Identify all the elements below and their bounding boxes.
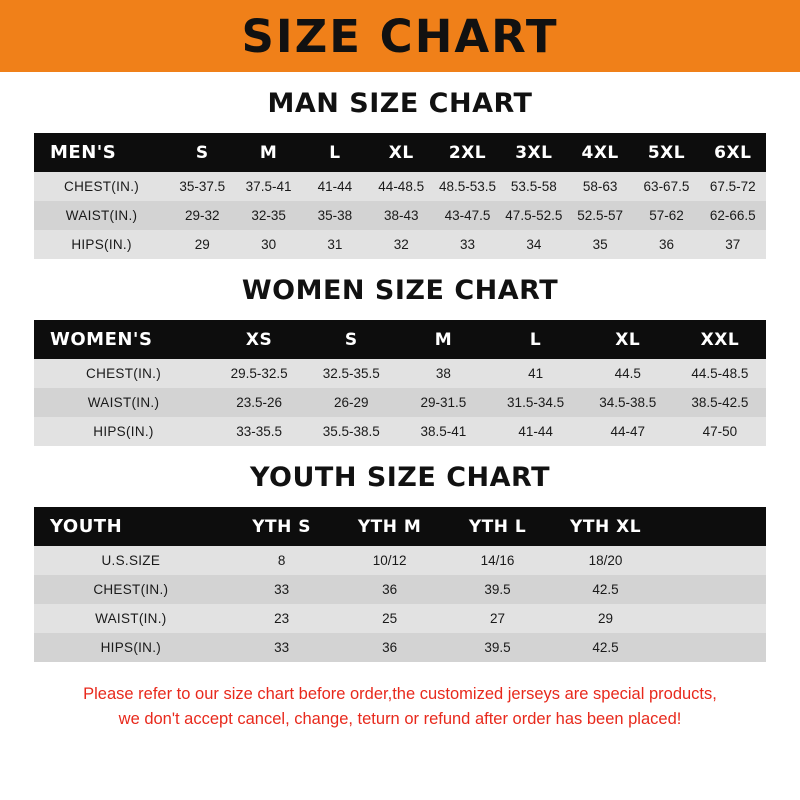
cell: 38.5-41 xyxy=(397,417,489,446)
cell: 44-48.5 xyxy=(368,172,434,201)
cell: 36 xyxy=(336,633,444,662)
row-label-chest: CHEST(IN.) xyxy=(34,172,169,201)
header-col-5xl: 5XL xyxy=(647,142,686,163)
cell: 47.5-52.5 xyxy=(501,201,567,230)
header-col-3xl: 3XL xyxy=(515,142,553,163)
header-col-xs: XS xyxy=(245,329,273,350)
table-row xyxy=(34,633,766,662)
cell: 44.5-48.5 xyxy=(674,359,766,388)
row-label-hips: HIPS(IN.) xyxy=(34,230,169,259)
row-label-hips: HIPS(IN.) xyxy=(34,417,213,446)
section-men xyxy=(34,88,766,259)
table-header-row xyxy=(34,320,766,359)
row-label-waist: WAIST(IN.) xyxy=(34,201,169,230)
section-women xyxy=(34,275,766,446)
cell: 47-50 xyxy=(674,417,766,446)
cell: 33 xyxy=(228,575,336,604)
cell: 41 xyxy=(490,359,582,388)
cell: 8 xyxy=(228,546,336,575)
page-banner xyxy=(0,0,800,72)
header-col-xl: XL xyxy=(388,142,414,163)
cell: 35 xyxy=(567,230,633,259)
cell: 29 xyxy=(552,604,660,633)
cell-spacer xyxy=(660,633,766,662)
header-col-spacer xyxy=(660,507,766,546)
cell: 36 xyxy=(633,230,699,259)
table-row xyxy=(34,201,766,230)
header-col-4xl: 4XL xyxy=(581,142,619,163)
row-label-us-size: U.S.SIZE xyxy=(34,546,228,575)
header-col-2xl: 2XL xyxy=(448,142,487,163)
header-col-s: S xyxy=(344,329,358,350)
header-rowlabel: WOMEN'S xyxy=(50,329,153,350)
notice-line-1: Please refer to our size chart before order,the customized jerseys are special products, xyxy=(83,685,717,703)
header-rowlabel: MEN'S xyxy=(50,142,117,163)
cell: 39.5 xyxy=(444,633,552,662)
header-col-m: M xyxy=(434,329,453,350)
cell: 34.5-38.5 xyxy=(582,388,674,417)
section-title-women: WOMEN SIZE CHART xyxy=(241,275,559,306)
cell: 52.5-57 xyxy=(567,201,633,230)
cell: 38-43 xyxy=(368,201,434,230)
cell: 23 xyxy=(228,604,336,633)
cell: 48.5-53.5 xyxy=(434,172,500,201)
cell: 35-37.5 xyxy=(169,172,235,201)
cell: 14/16 xyxy=(444,546,552,575)
cell: 53.5-58 xyxy=(501,172,567,201)
cell: 10/12 xyxy=(336,546,444,575)
cell: 30 xyxy=(235,230,301,259)
order-notice xyxy=(34,682,766,732)
header-col-xl: XL xyxy=(615,329,641,350)
cell: 44.5 xyxy=(582,359,674,388)
cell: 31.5-34.5 xyxy=(490,388,582,417)
cell: 39.5 xyxy=(444,575,552,604)
content-area xyxy=(0,88,800,732)
cell: 32 xyxy=(368,230,434,259)
row-label-chest: CHEST(IN.) xyxy=(34,359,213,388)
header-col-m: M xyxy=(259,142,278,163)
cell: 26-29 xyxy=(305,388,397,417)
header-col-l: L xyxy=(329,142,341,163)
cell: 67.5-72 xyxy=(700,172,766,201)
table-row xyxy=(34,575,766,604)
section-title-youth: YOUTH SIZE CHART xyxy=(249,462,551,493)
notice-line-2: we don't accept cancel, change, teturn or refund after order has been placed! xyxy=(118,709,682,728)
header-col-yth-s: YTH S xyxy=(252,516,312,537)
cell: 41-44 xyxy=(302,172,368,201)
row-label-hips: HIPS(IN.) xyxy=(34,633,228,662)
table-header-row xyxy=(34,133,766,172)
cell: 44-47 xyxy=(582,417,674,446)
cell-spacer xyxy=(660,575,766,604)
cell: 58-63 xyxy=(567,172,633,201)
table-row xyxy=(34,359,766,388)
table-header-row xyxy=(34,507,766,546)
cell: 57-62 xyxy=(633,201,699,230)
cell: 42.5 xyxy=(552,633,660,662)
cell: 36 xyxy=(336,575,444,604)
page-title: SIZE CHART xyxy=(241,9,559,63)
section-youth xyxy=(34,462,766,662)
cell: 29-31.5 xyxy=(397,388,489,417)
cell: 32-35 xyxy=(235,201,301,230)
cell: 37 xyxy=(700,230,766,259)
cell: 33 xyxy=(228,633,336,662)
header-rowlabel: YOUTH xyxy=(50,516,123,537)
cell: 38 xyxy=(397,359,489,388)
cell: 62-66.5 xyxy=(700,201,766,230)
row-label-chest: CHEST(IN.) xyxy=(34,575,228,604)
header-col-yth-l: YTH L xyxy=(468,516,527,537)
cell: 35-38 xyxy=(302,201,368,230)
cell: 31 xyxy=(302,230,368,259)
cell: 29.5-32.5 xyxy=(213,359,305,388)
cell: 33-35.5 xyxy=(213,417,305,446)
cell: 29-32 xyxy=(169,201,235,230)
header-col-s: S xyxy=(195,142,209,163)
cell: 23.5-26 xyxy=(213,388,305,417)
cell: 63-67.5 xyxy=(633,172,699,201)
table-row xyxy=(34,230,766,259)
section-title-men: MAN SIZE CHART xyxy=(267,88,533,119)
header-col-xxl: XXL xyxy=(700,329,740,350)
cell: 25 xyxy=(336,604,444,633)
cell: 33 xyxy=(434,230,500,259)
youth-size-table xyxy=(34,507,766,662)
cell: 27 xyxy=(444,604,552,633)
cell: 41-44 xyxy=(490,417,582,446)
cell: 35.5-38.5 xyxy=(305,417,397,446)
table-row xyxy=(34,546,766,575)
table-row xyxy=(34,417,766,446)
cell: 37.5-41 xyxy=(235,172,301,201)
table-row xyxy=(34,604,766,633)
header-col-6xl: 6XL xyxy=(714,142,752,163)
cell: 29 xyxy=(169,230,235,259)
cell-spacer xyxy=(660,604,766,633)
men-size-table xyxy=(34,133,766,259)
table-row xyxy=(34,388,766,417)
women-size-table xyxy=(34,320,766,446)
cell: 43-47.5 xyxy=(434,201,500,230)
table-row xyxy=(34,172,766,201)
cell: 42.5 xyxy=(552,575,660,604)
cell-spacer xyxy=(660,546,766,575)
cell: 18/20 xyxy=(552,546,660,575)
header-col-yth-m: YTH M xyxy=(357,516,422,537)
header-col-yth-xl: YTH XL xyxy=(570,516,642,537)
cell: 38.5-42.5 xyxy=(674,388,766,417)
cell: 34 xyxy=(501,230,567,259)
cell: 32.5-35.5 xyxy=(305,359,397,388)
row-label-waist: WAIST(IN.) xyxy=(34,604,228,633)
row-label-waist: WAIST(IN.) xyxy=(34,388,213,417)
header-col-l: L xyxy=(529,329,542,350)
